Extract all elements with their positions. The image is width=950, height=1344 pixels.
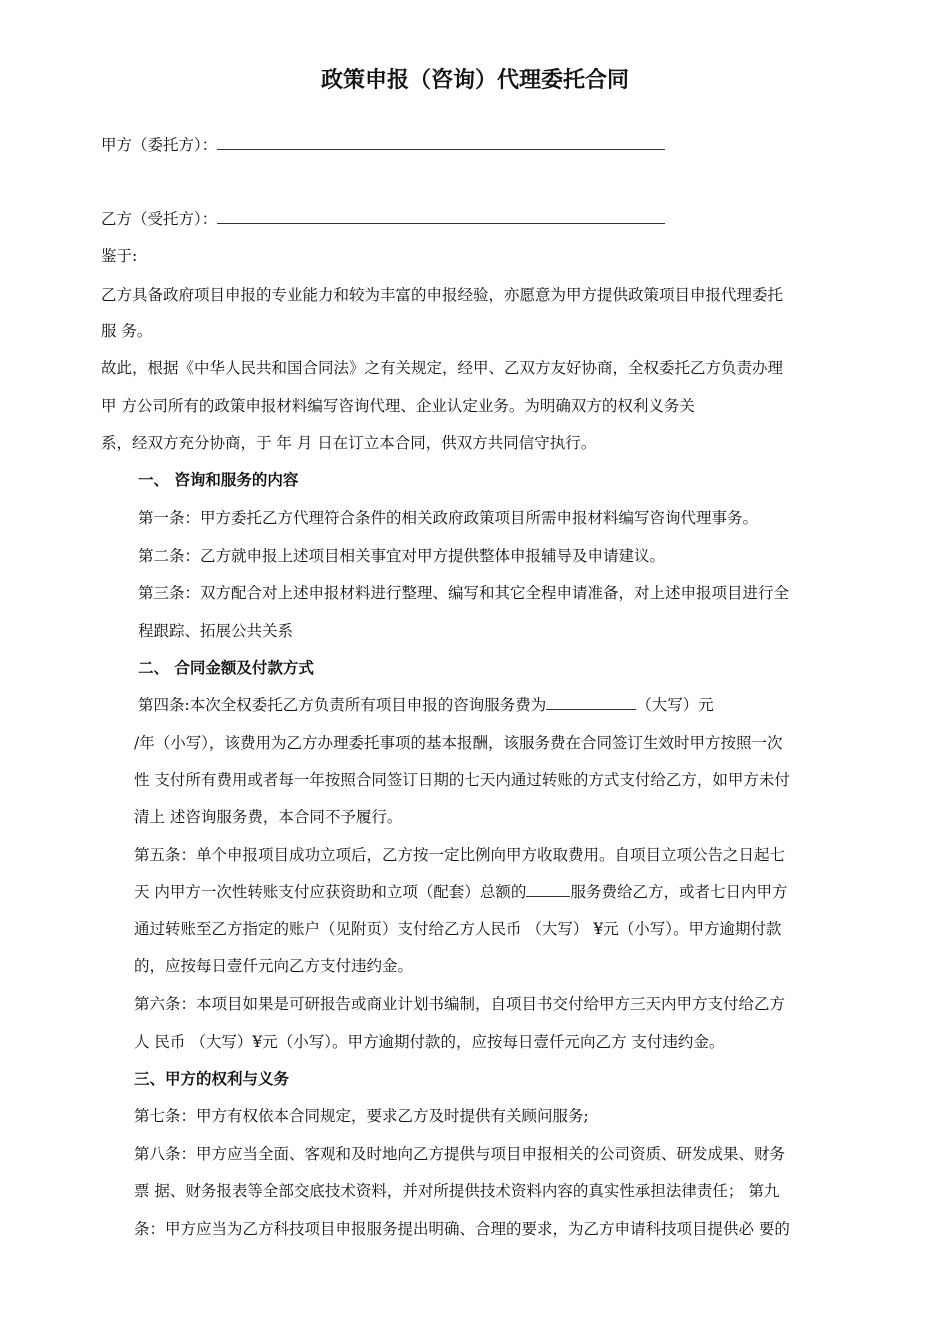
clause-line: 人 民币 （大写）¥元（小写）。甲方逾期付款的，应按每日壹仟元向乙方 支付违约金。: [134, 1033, 725, 1051]
clause-line: [134, 881, 787, 903]
party-b-label: 乙方（受托方）：: [101, 210, 218, 228]
clause-line: 第三条：双方配合对上述申报材料进行整理、编写和其它全程申请准备，对上述申报项目进行全: [138, 584, 790, 602]
section-heading-3: 三、甲方的权利与义务: [134, 1070, 290, 1088]
clause-line: 第二条：乙方就申报上述项目相关事宜对甲方提供整体申报辅导及申请建议。: [138, 547, 666, 565]
party-a-line: [101, 134, 665, 156]
clause-line: 第六条：本项目如果是可研报告或商业计划书编制，自项目书交付给甲方三天内甲方支付给乙方: [134, 995, 786, 1013]
document-title: 政策申报（咨询）代理委托合同: [320, 68, 629, 93]
party-a-label: 甲方（委托方）：: [101, 136, 218, 154]
clause-line: 的，应按每日壹仟元向乙方支付违约金。: [134, 957, 414, 975]
party-a-blank: [217, 135, 665, 150]
clause-4-suffix: （大写）元: [636, 696, 714, 714]
clause-4-text: 第四条:本次全权委托乙方负责所有项目申报的咨询服务费为: [138, 696, 547, 714]
clause-line: [138, 694, 714, 716]
section-heading-1: 一、 咨询和服务的内容: [138, 471, 299, 489]
clause-line: /年（小写），该费用为乙方办理委托事项的基本报酬，该服务费在合同签订生效时甲方按照一次: [134, 734, 783, 752]
clause-line: 第七条：甲方有权依本合同规定，要求乙方及时提供有关顾问服务;: [134, 1107, 589, 1125]
recital-line: 故此，根据《中华人民共和国合同法》之有关规定，经甲、乙双方友好协商，全权委托乙方负责办理: [101, 359, 784, 377]
ratio-blank: [526, 882, 570, 897]
recital-line: 服 务。: [101, 322, 153, 340]
recital-line: 乙方具备政府项目申报的专业能力和较为丰富的申报经验，亦愿意为甲方提供政策项目申报代理委托: [101, 286, 784, 304]
clause-line: 第一条：甲方委托乙方代理符合条件的相关政府政策项目所需申报材料编写咨询代理事务。: [138, 509, 759, 527]
recital-line: 甲 方公司所有的政策申报材料编写咨询代理、企业认定业务。为明确双方的权利义务关: [101, 397, 695, 415]
clause-5-text: 天 内甲方一次性转账支付应获资助和立项（配套）总额的: [134, 883, 527, 901]
clause-line: 通过转账至乙方指定的账户（见附页）支付给乙方人民币 （大写） ¥元（小写）。甲方逾期付款: [134, 920, 782, 938]
clause-line: 条：甲方应当为乙方科技项目申报服务提出明确、合理的要求，为乙方申请科技项目提供必 要的: [134, 1220, 790, 1238]
party-b-blank: [217, 209, 665, 224]
section-heading-2: 二、 合同金额及付款方式: [138, 659, 314, 677]
recital-line: 系，经双方充分协商，于 年 月 日在订立本合同，供双方共同信守执行。: [101, 434, 597, 452]
clause-line: 性 支付所有费用或者每一年按照合同签订日期的七天内通过转账的方式支付给乙方，如甲方未付: [134, 771, 790, 789]
fee-blank: [546, 695, 636, 710]
recital-heading: 鉴于:: [101, 247, 138, 265]
clause-line: 票 据、财务报表等全部交底技术资料，并对所提供技术资料内容的真实性承担法律责任； 第九: [134, 1182, 780, 1200]
clause-line: 清上 述咨询服务费，本合同不予履行。: [134, 808, 403, 826]
clause-5-suffix: 服务费给乙方，或者七日内甲方: [570, 883, 788, 901]
clause-line: 程跟踪、拓展公共关系: [138, 622, 294, 640]
clause-line: 第八条：甲方应当全面、客观和及时地向乙方提供与项目申报相关的公司资质、研发成果、财务: [134, 1145, 786, 1163]
clause-line: 第五条：单个申报项目成功立项后，乙方按一定比例向甲方收取费用。自项目立项公告之日起七: [134, 846, 786, 864]
party-b-line: [101, 208, 665, 230]
